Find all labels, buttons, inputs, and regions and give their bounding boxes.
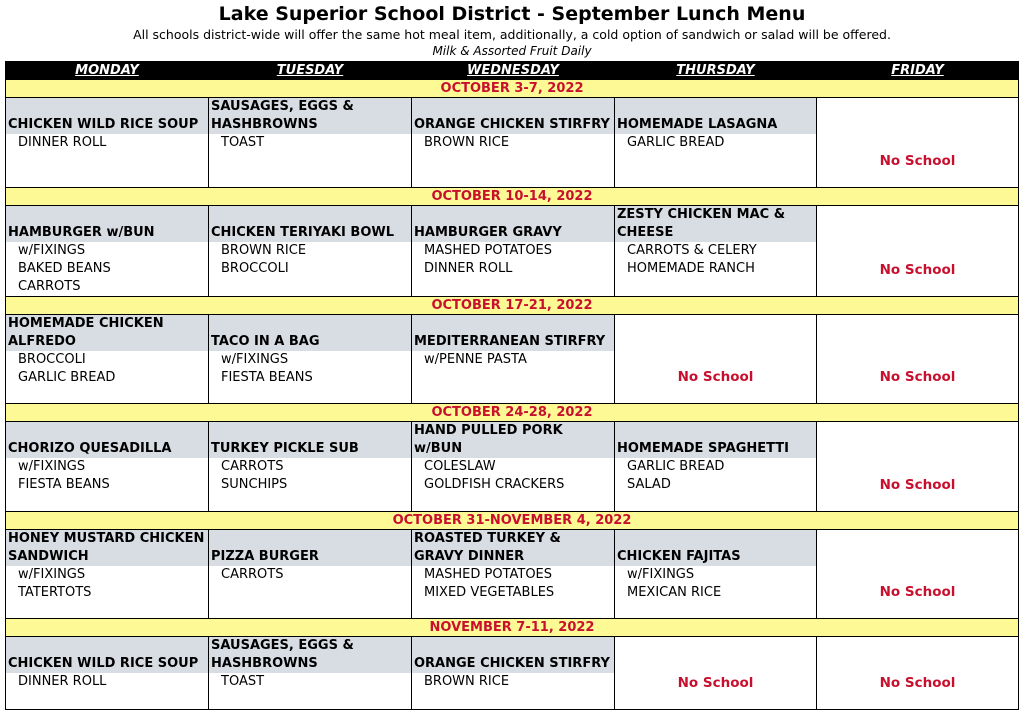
- meal-cell: [615, 530, 817, 619]
- page-subtitle: All schools district-wide will offer the same hot meal item, additionally, a cold option of sandwich or salad will be offered.: [133, 27, 891, 42]
- entree-band: [209, 206, 411, 242]
- week-header-row: [6, 297, 1019, 315]
- meal-cell: [615, 98, 817, 188]
- week-meals-row: [6, 422, 1019, 512]
- side-item: w/FIXINGS: [221, 352, 289, 367]
- side-item: CARROTS: [18, 279, 81, 294]
- day-header-row: [6, 62, 1019, 80]
- meal-cell: [615, 637, 817, 710]
- entree-band: [615, 98, 816, 134]
- day-header: FRIDAY: [817, 62, 1019, 80]
- entree-band: [615, 206, 816, 242]
- day-header: WEDNESDAY: [412, 62, 615, 80]
- meal-cell: [412, 206, 615, 297]
- meal-cell: [6, 98, 209, 188]
- entree-name: HOMEMADE SPAGHETTI: [617, 441, 790, 456]
- meal-cell: [817, 98, 1019, 188]
- side-item: w/FIXINGS: [18, 567, 86, 582]
- entree-band: [6, 206, 208, 242]
- side-item: SALAD: [627, 477, 671, 492]
- meal-cell: [615, 315, 817, 404]
- side-item: DINNER ROLL: [424, 261, 513, 276]
- side-item: DINNER ROLL: [18, 674, 107, 689]
- week-header-row: [6, 619, 1019, 637]
- entree-name: CHICKEN TERIYAKI BOWL: [211, 225, 395, 240]
- side-item: CARROTS & CELERY: [627, 243, 757, 258]
- meal-cell: [412, 530, 615, 619]
- entree-band: [6, 637, 208, 673]
- entree-band: [412, 206, 614, 242]
- side-item: MEXICAN RICE: [627, 585, 722, 600]
- week-meals-row: [6, 206, 1019, 297]
- meal-cell: [817, 530, 1019, 619]
- side-item: DINNER ROLL: [18, 135, 107, 150]
- meal-cell: [6, 315, 209, 404]
- entree-band: [615, 422, 816, 458]
- meal-cell: [412, 637, 615, 710]
- entree-band: [209, 530, 411, 566]
- side-item: GARLIC BREAD: [627, 135, 725, 150]
- meal-cell: [6, 422, 209, 512]
- no-school-label: No School: [879, 675, 956, 691]
- meal-cell: [817, 637, 1019, 710]
- meal-cell: [209, 422, 412, 512]
- entree-name: ORANGE CHICKEN STIRFRY: [414, 656, 610, 671]
- entree-band: [412, 98, 614, 134]
- side-item: BROWN RICE: [424, 674, 510, 689]
- side-item: COLESLAW: [424, 459, 496, 474]
- side-item: BROWN RICE: [221, 243, 307, 258]
- meal-cell: [209, 530, 412, 619]
- entree-name: HONEY MUSTARD CHICKEN SANDWICH: [8, 531, 205, 564]
- side-item: GOLDFISH CRACKERS: [424, 477, 565, 492]
- week-header-row: [6, 188, 1019, 206]
- page-title: Lake Superior School District - September Lunch Menu: [218, 3, 806, 25]
- entree-band: [209, 98, 411, 134]
- entree-name: ORANGE CHICKEN STIRFRY: [414, 117, 610, 132]
- side-item: w/FIXINGS: [627, 567, 695, 582]
- side-item: SUNCHIPS: [221, 477, 288, 492]
- entree-name: CHORIZO QUESADILLA: [8, 441, 172, 456]
- side-item: GARLIC BREAD: [18, 370, 116, 385]
- no-school-label: No School: [879, 584, 956, 600]
- entree-name: HOMEMADE CHICKEN ALFREDO: [8, 316, 164, 349]
- entree-band: [412, 637, 614, 673]
- side-item: MIXED VEGETABLES: [424, 585, 555, 600]
- week-date-label: OCTOBER 17-21, 2022: [6, 297, 1019, 315]
- side-item: BROWN RICE: [424, 135, 510, 150]
- entree-band: [615, 530, 816, 566]
- week-header-row: [6, 80, 1019, 98]
- week-header-row: [6, 512, 1019, 530]
- meal-cell: [6, 530, 209, 619]
- side-item: TATERTOTS: [18, 585, 92, 600]
- week-date-label: OCTOBER 3-7, 2022: [6, 80, 1019, 98]
- entree-name: SAUSAGES, EGGS & HASHBROWNS: [211, 638, 354, 671]
- meal-cell: [6, 206, 209, 297]
- side-item: CARROTS: [221, 459, 284, 474]
- meal-cell: [817, 206, 1019, 297]
- week-meals-row: [6, 98, 1019, 188]
- meal-cell: [817, 422, 1019, 512]
- side-item: MASHED POTATOES: [424, 243, 553, 258]
- no-school-label: No School: [879, 153, 956, 169]
- side-item: GARLIC BREAD: [627, 459, 725, 474]
- week-meals-row: [6, 637, 1019, 710]
- meal-cell: [412, 422, 615, 512]
- meal-cell: [412, 315, 615, 404]
- week-date-label: OCTOBER 10-14, 2022: [6, 188, 1019, 206]
- meal-cell: [209, 206, 412, 297]
- week-date-label: NOVEMBER 7-11, 2022: [6, 619, 1019, 637]
- side-item: FIESTA BEANS: [18, 477, 110, 492]
- entree-name: CHICKEN WILD RICE SOUP: [8, 117, 199, 132]
- entree-name: TURKEY PICKLE SUB: [211, 441, 359, 456]
- entree-band: [6, 422, 208, 458]
- milk-note: Milk & Assorted Fruit Daily: [432, 44, 592, 58]
- entree-name: TACO IN A BAG: [211, 334, 320, 349]
- entree-band: [412, 422, 614, 458]
- meal-cell: [209, 98, 412, 188]
- side-item: BAKED BEANS: [18, 261, 111, 276]
- no-school-label: No School: [677, 369, 754, 385]
- entree-band: [209, 637, 411, 673]
- entree-name: SAUSAGES, EGGS & HASHBROWNS: [211, 99, 354, 132]
- entree-name: CHICKEN FAJITAS: [617, 549, 741, 564]
- entree-band: [6, 530, 208, 566]
- entree-name: PIZZA BURGER: [211, 549, 319, 564]
- side-item: w/PENNE PASTA: [424, 352, 527, 367]
- side-item: FIESTA BEANS: [221, 370, 313, 385]
- no-school-label: No School: [879, 477, 956, 493]
- meal-cell: [412, 98, 615, 188]
- lunch-menu-table: [5, 61, 1019, 710]
- meal-cell: [817, 315, 1019, 404]
- entree-name: CHICKEN WILD RICE SOUP: [8, 656, 199, 671]
- entree-name: HAND PULLED PORK w/BUN: [414, 423, 563, 456]
- side-item: TOAST: [221, 135, 265, 150]
- day-header: THURSDAY: [615, 62, 817, 80]
- entree-name: HAMBURGER GRAVY: [414, 225, 562, 240]
- no-school-label: No School: [677, 675, 754, 691]
- entree-name: ROASTED TURKEY & GRAVY DINNER: [414, 531, 561, 564]
- entree-band: [6, 315, 208, 351]
- menu-body: [6, 80, 1019, 710]
- entree-name: MEDITERRANEAN STIRFRY: [414, 334, 606, 349]
- day-header: MONDAY: [6, 62, 209, 80]
- entree-band: [6, 98, 208, 134]
- entree-band: [209, 315, 411, 351]
- week-meals-row: [6, 315, 1019, 404]
- meal-cell: [615, 422, 817, 512]
- side-item: HOMEMADE RANCH: [627, 261, 755, 276]
- week-date-label: OCTOBER 24-28, 2022: [6, 404, 1019, 422]
- side-item: BROCCOLI: [18, 352, 86, 367]
- week-date-label: OCTOBER 31-NOVEMBER 4, 2022: [6, 512, 1019, 530]
- entree-band: [209, 422, 411, 458]
- meal-cell: [209, 637, 412, 710]
- entree-band: [412, 530, 614, 566]
- side-item: BROCCOLI: [221, 261, 289, 276]
- no-school-label: No School: [879, 369, 956, 385]
- meal-cell: [209, 315, 412, 404]
- entree-band: [412, 315, 614, 351]
- entree-name: HAMBURGER w/BUN: [8, 225, 155, 240]
- meal-cell: [615, 206, 817, 297]
- side-item: MASHED POTATOES: [424, 567, 553, 582]
- day-header: TUESDAY: [209, 62, 412, 80]
- week-meals-row: [6, 530, 1019, 619]
- entree-name: HOMEMADE LASAGNA: [617, 117, 778, 132]
- side-item: w/FIXINGS: [18, 243, 86, 258]
- side-item: w/FIXINGS: [18, 459, 86, 474]
- week-header-row: [6, 404, 1019, 422]
- entree-name: ZESTY CHICKEN MAC & CHEESE: [617, 207, 786, 240]
- side-item: TOAST: [221, 674, 265, 689]
- meal-cell: [6, 637, 209, 710]
- no-school-label: No School: [879, 262, 956, 278]
- side-item: CARROTS: [221, 567, 284, 582]
